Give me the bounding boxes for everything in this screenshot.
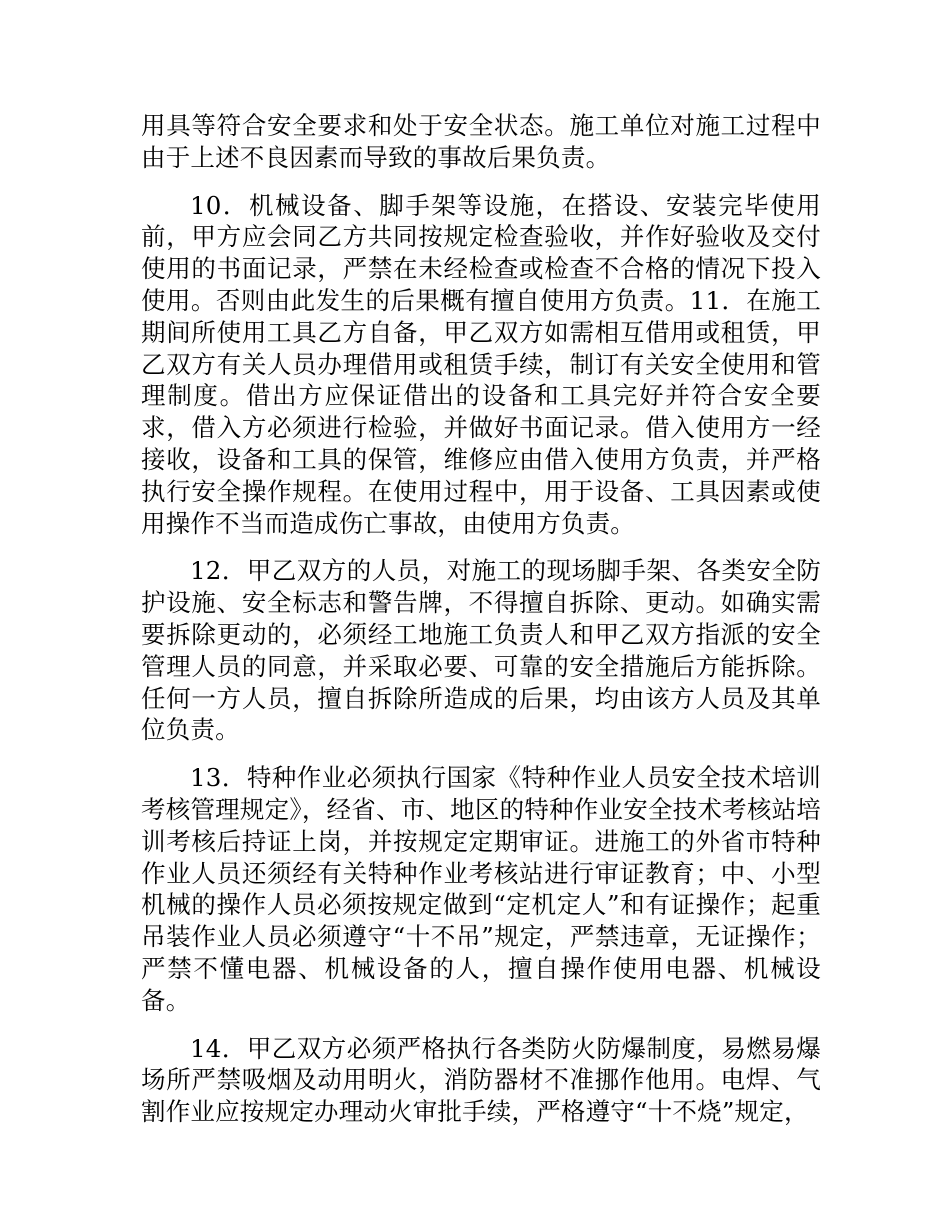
paragraph-clause-13: 13．特种作业必须执行国家《特种作业人员安全技术培训考核管理规定》，经省、市、地区的特种作业安全技术考核站培训考核后持证上岗，并按规定定期审证。进施工的外省市特种作业人员还须经有关特种作业考核站进行审证教育；中、小型机械的操作人员必须按规定做到“定机定人”和有证操作；起重吊装作业人员必须遵守“十不吊”规定，严禁违章，无证操作；严禁不懂电器、机械设备的人，擅自操作使用电器、机械设备。	[141, 763, 821, 1015]
paragraph-clause-12: 12．甲乙双方的人员，对施工的现场脚手架、各类安全防护设施、安全标志和警告牌，不得擅自拆除、更动。如确实需要拆除更动的，必须经工地施工负责人和甲乙双方指派的安全管理人员的同意，并采取必要、可靠的安全措施后方能拆除。任何一方人员，擅自拆除所造成的后果，均由该方人员及其单位负责。	[141, 556, 821, 745]
paragraph-continuation: 用具等符合安全要求和处于安全状态。施工单位对施工过程中由于上述不良因素而导致的事故后果负责。	[141, 111, 821, 172]
paragraph-clause-14: 14．甲乙双方必须严格执行各类防火防爆制度，易燃易爆场所严禁吸烟及动用明火，消防器材不准挪作他用。电焊、气割作业应按规定办理动火审批手续，严格遵守“十不烧”规定，	[141, 1033, 821, 1127]
document-page	[141, 110, 821, 1144]
paragraph-clause-10-11: 10．机械设备、脚手架等设施，在搭设、安装完毕使用前，甲方应会同乙方共同按规定检查验收，并作好验收及交付使用的书面记录，严禁在未经检查或检查不合格的情况下投入使用。否则由此发生的后果概有擅自使用方负责。11．在施工期间所使用工具乙方自备，甲乙双方如需相互借用或租赁，甲乙双方有关人员办理借用或租赁手续，制订有关安全使用和管理制度。借出方应保证借出的设备和工具完好并符合安全要求，借入方必须进行检验，并做好书面记录。借入使用方一经接收，设备和工具的保管，维修应由借入使用方负责，并严格执行安全操作规程。在使用过程中，用于设备、工具因素或使用操作不当而造成伤亡事故，由使用方负责。	[141, 190, 821, 538]
